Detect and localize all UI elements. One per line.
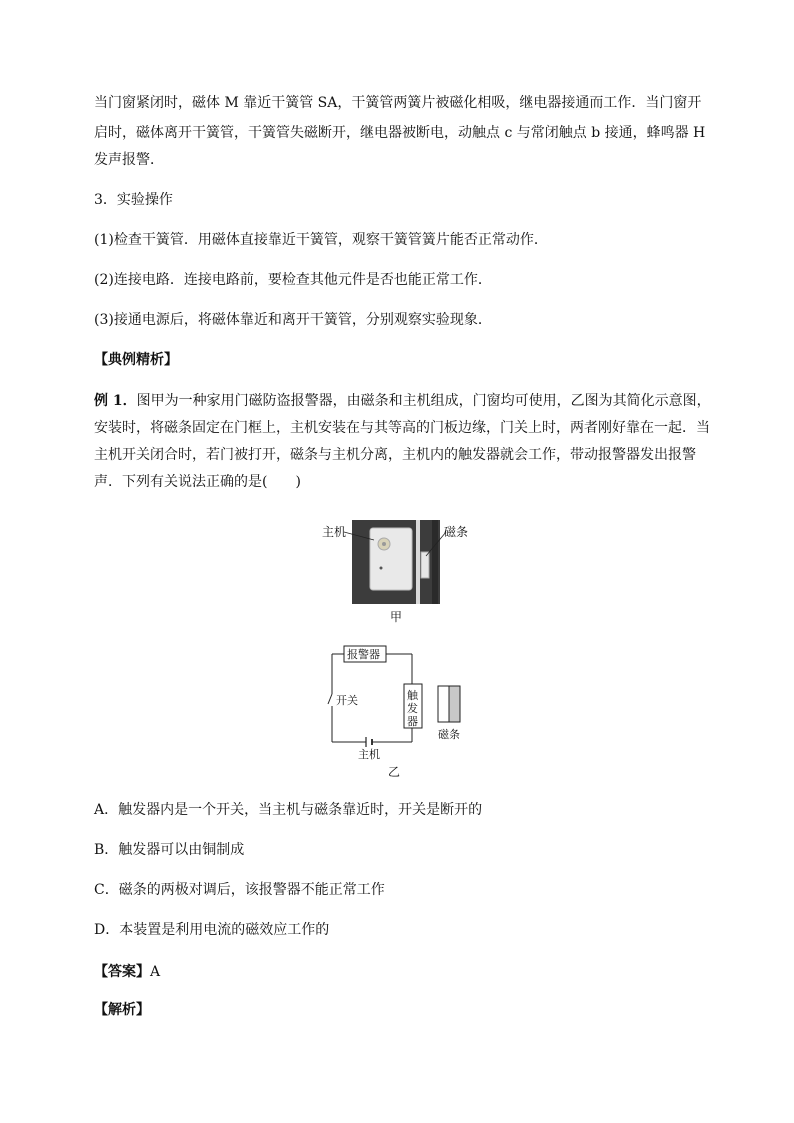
switch-label: 开关 [336, 694, 358, 707]
intro-line-3: 发声报警． [94, 152, 164, 168]
example-line-2: 安装时，将磁条固定在门框上，主机安装在与其等高的门板边缘，门关上时，两者刚好靠在一起．当 [94, 420, 710, 436]
host-device [370, 528, 412, 590]
figure-yi-circuit [318, 644, 480, 782]
answer-value: A [150, 964, 161, 980]
step-1: (1)检查干簧管．用磁体直接靠近干簧管，观察干簧管簧片能否正常动作． [94, 232, 548, 248]
intro-line-2: 启时，磁体离开干簧管，干簧管失磁断开，继电器被断电，动触点 c 与常闭触点 b 接通，蜂鸣器 H [94, 125, 706, 141]
magnet-label: 磁条 [444, 525, 469, 539]
option-a: A．触发器内是一个开关，当主机与磁条靠近时，开关是断开的 [94, 802, 483, 818]
option-d: D．本装置是利用电流的磁效应工作的 [94, 922, 330, 938]
option-b: B．触发器可以由铜制成 [94, 842, 245, 858]
example-label: 例 1． [94, 393, 137, 409]
example-text-1: 图甲为一种家用门磁防盗报警器，由磁条和主机组成，门窗均可使用，乙图为其简化示意图， [136, 393, 711, 409]
example-line-4: 声．下列有关说法正确的是( ) [94, 474, 301, 490]
figure-yi-caption: 乙 [388, 765, 401, 779]
switch-symbol [328, 694, 332, 704]
alarm-label: 报警器 [347, 648, 380, 661]
magnet-strip [421, 552, 429, 578]
answer-tag: 【答案】 [94, 964, 150, 980]
example-line-1 [94, 388, 714, 415]
example-line-3: 主机开关闭合时，若门被打开，磁条与主机分离，主机内的触发器就会工作，带动报警器发出报警 [94, 447, 696, 463]
trigger-char-1: 触 [407, 689, 418, 702]
trigger-char-2: 发 [407, 702, 418, 715]
section-title: 3．实验操作 [94, 192, 173, 208]
step-3: (3)接通电源后，将磁体靠近和离开干簧管，分别观察实验现象． [94, 312, 492, 328]
figure-jia-caption: 甲 [390, 610, 403, 624]
answer-line [94, 959, 714, 986]
typical-example-heading: 【典例精析】 [94, 352, 178, 368]
option-c: C．磁条的两极对调后，该报警器不能正常工作 [94, 882, 385, 898]
host-circuit-label: 主机 [358, 748, 380, 761]
trigger-char-3: 器 [407, 715, 418, 728]
host-label: 主机 [322, 525, 347, 539]
magnet-bar-label: 磁条 [438, 728, 460, 741]
intro-line-1: 当门窗紧闭时，磁体 M 靠近干簧管 SA，干簧管两簧片被磁化相吸，继电器接通而工作．当门窗开 [94, 95, 702, 111]
analysis-tag: 【解析】 [94, 1002, 150, 1018]
step-2: (2)连接电路．连接电路前，要检查其他元件是否也能正常工作． [94, 272, 492, 288]
figure-jia-photo [322, 518, 474, 626]
